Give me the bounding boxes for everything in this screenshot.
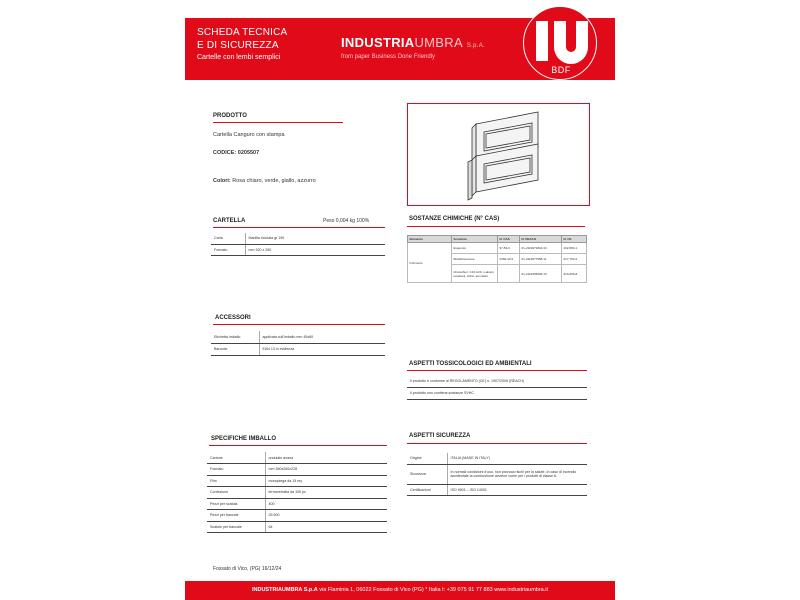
specifiche-title: SPECIFICHE IMBALLO xyxy=(211,436,277,442)
sicurezza-underline xyxy=(407,443,587,444)
accessori-value: applicata sull'imballo mm 45x60 xyxy=(259,331,385,343)
cartella-table xyxy=(211,233,385,256)
sicurezza-title: ASPETTI SICUREZZA xyxy=(409,433,471,439)
specifiche-value: ondulato avana xyxy=(265,452,387,464)
sostanze-title: SOSTANZE CHIMICHE (N° CAS) xyxy=(409,216,500,222)
cas-cell xyxy=(498,265,520,283)
brand-name xyxy=(341,36,485,53)
sostanze-underline xyxy=(407,226,585,227)
ce-cell: 217-752-2 xyxy=(562,254,587,265)
place-date: Fossato di Vico, (PG) 16/12/24 xyxy=(213,566,282,572)
specifiche-label: Formato xyxy=(207,464,265,476)
col-header: Sostanza xyxy=(452,236,498,243)
prodotto-underline xyxy=(213,122,343,123)
ce-cell: 919-006-8 xyxy=(562,265,587,283)
table-row xyxy=(207,464,387,476)
specifiche-value: monopiega da 15 my xyxy=(265,475,387,487)
logo-bdf-text: BDF xyxy=(551,65,571,75)
specifiche-label: Scatole per bancale xyxy=(207,521,265,533)
substance-cell: Esgenolo xyxy=(452,243,498,254)
specifiche-value: mm 360x260x228 xyxy=(265,464,387,476)
cartella-underline xyxy=(213,227,385,228)
table-row xyxy=(407,453,587,464)
table-row xyxy=(207,521,387,533)
product-code xyxy=(213,150,259,156)
specifiche-label: Pezzi per bancale xyxy=(207,510,265,522)
specifiche-value: termoretratta da 100 pz xyxy=(265,487,387,499)
sicurezza-value: ITALIA (MADE IN ITALY) xyxy=(447,453,587,464)
product-name: Cartella Canguro con stampa xyxy=(213,132,285,138)
footer-address: via Flaminia 1, 06022 Fossato di Vico (PG) * Italia t: +39 075 91 77 883 www.industriaumbra.it xyxy=(317,587,549,593)
table-row xyxy=(211,244,385,255)
table-row xyxy=(207,475,387,487)
substance-cell: Butildiclorosone xyxy=(452,254,498,265)
reach-cell: 01-2119455996-19 xyxy=(520,265,562,283)
accessori-value: EAN 13 in evidenza xyxy=(259,343,385,355)
brand-suffix: S.p.A. xyxy=(466,43,486,49)
accessori-table xyxy=(211,331,385,356)
product-code-label: CODICE: xyxy=(213,150,237,156)
sicurezza-label: Origine xyxy=(407,453,447,464)
table-row xyxy=(211,331,385,343)
table-row xyxy=(207,498,387,510)
tossicologici-title: ASPETTI TOSSICOLOGICI ED AMBIENTALI xyxy=(409,361,532,367)
accessori-label: Barcode xyxy=(211,343,259,355)
table-row xyxy=(407,387,587,399)
accessori-label: Etichetta imballo xyxy=(211,331,259,343)
brand-bold: INDUSTRIA xyxy=(341,35,415,50)
colors-value: Rosa chiaro, verde, giallo, azzurro xyxy=(232,178,316,184)
cartella-value: mm 320 x 250 xyxy=(245,244,385,255)
reach-cell: 01-2119971802-33 xyxy=(520,243,562,254)
specifiche-table xyxy=(207,452,387,533)
table-row xyxy=(207,487,387,499)
header-subtitle: Cartelle con lembi semplici xyxy=(197,54,281,61)
specifiche-value: 25 600 xyxy=(265,510,387,522)
product-image-box xyxy=(407,103,590,206)
tossicologici-underline xyxy=(407,370,587,371)
iu-logo xyxy=(523,6,597,80)
footer-company: INDUSTRIAUMBRA S.p.A xyxy=(251,587,318,593)
sicurezza-value: ISO 9001 – ISO 14001 xyxy=(447,484,587,495)
col-header: N. CE xyxy=(562,236,587,243)
cartella-weight: Peso 0,004 kg 100% xyxy=(323,218,370,224)
cartella-label: Formato xyxy=(211,244,245,255)
table-row xyxy=(207,510,387,522)
cartella-title: CARTELLA xyxy=(213,218,246,224)
cartella-label: Carta xyxy=(211,233,245,244)
cas-cell: 97-53-0 xyxy=(498,243,520,254)
table-row xyxy=(407,375,587,387)
specifiche-label: Confezione xyxy=(207,487,265,499)
specifiche-label: Pezzi per scatola xyxy=(207,498,265,510)
substance-cell: Idrocarburi, C16-C20, n-alcani, isoalcani, ciclici, aromatici xyxy=(452,265,498,283)
specifiche-label: Film xyxy=(207,475,265,487)
accessori-underline xyxy=(213,324,385,325)
element-cell: Inchiostro xyxy=(408,243,452,283)
header-title-line1: SCHEDA TECNICA xyxy=(197,27,288,38)
sicurezza-value: In normali condizioni d'uso, non provoca rischi per la salute. In caso di incendio accidentale la combustione avviene come per i prodotti di classe A. xyxy=(447,464,587,484)
specifiche-label: Cartone xyxy=(207,452,265,464)
sicurezza-label: Certificazioni xyxy=(407,484,447,495)
tossicologici-line: Il prodotto non contiene sostanze SVHC xyxy=(407,387,587,399)
ce-cell: 202-589-1 xyxy=(562,243,587,254)
table-row xyxy=(407,484,587,495)
header-title-block xyxy=(197,26,287,63)
data-sheet-page xyxy=(185,0,615,600)
col-header: N. CAS xyxy=(498,236,520,243)
specifiche-value: 400 xyxy=(265,498,387,510)
col-header: N. REACH xyxy=(520,236,562,243)
accessori-title: ACCESSORI xyxy=(215,315,251,321)
product-code-value: 0205507 xyxy=(237,150,260,156)
table-row xyxy=(211,233,385,244)
brand-tagline: from paper Business Done Friendly xyxy=(341,54,436,60)
chemicals-table xyxy=(407,235,587,283)
folder-illustration xyxy=(408,104,588,204)
col-header: Elemento xyxy=(408,236,452,243)
sicurezza-label: Sicurezza xyxy=(407,464,447,484)
sicurezza-table xyxy=(407,453,587,496)
product-colors xyxy=(213,178,316,184)
tossicologici-table xyxy=(407,375,587,400)
tossicologici-line: Il prodotto è conforme al REGOLAMENTO (CE) n. 1907/2006 (REACH) xyxy=(407,375,587,387)
footer-bar xyxy=(185,581,615,600)
table-row xyxy=(408,243,587,254)
brand-light: UMBRA xyxy=(414,35,463,50)
header-title-line2: E DI SICUREZZA xyxy=(197,40,279,51)
table-header-row xyxy=(408,236,587,243)
cas-cell: 2369-33-5 xyxy=(498,254,520,265)
colors-label: Colori: xyxy=(213,178,231,184)
reach-cell: 01-2119677988-11 xyxy=(520,254,562,265)
specifiche-underline xyxy=(209,445,387,446)
specifiche-value: 64 xyxy=(265,521,387,533)
brand-block xyxy=(341,36,485,60)
cartella-value: Manilla riciclata gr 190 xyxy=(245,233,385,244)
prodotto-title: PRODOTTO xyxy=(213,113,247,119)
table-row xyxy=(407,464,587,484)
table-row xyxy=(207,452,387,464)
table-row xyxy=(211,343,385,355)
